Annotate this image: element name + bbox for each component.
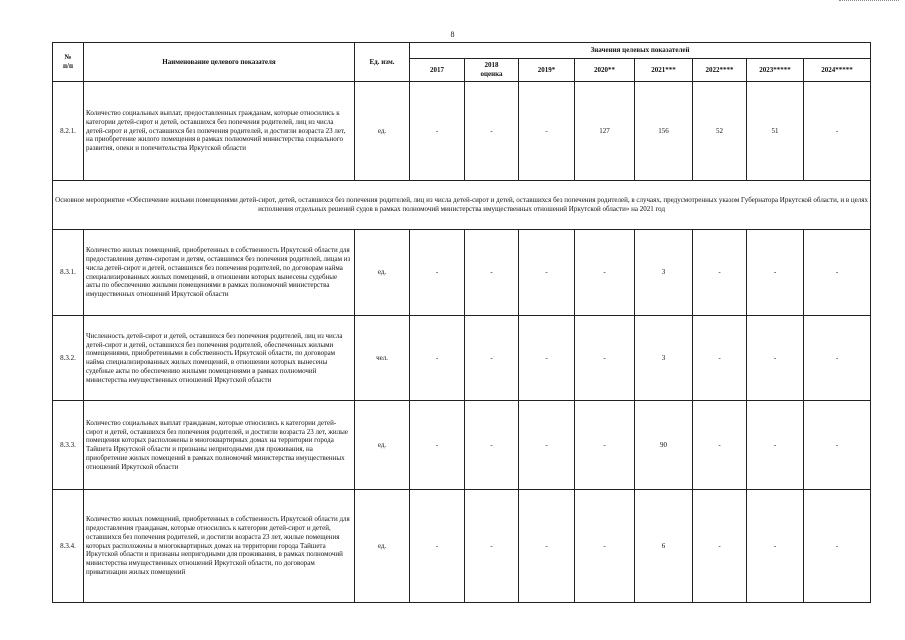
- row-number: 8.2.1.: [53, 82, 84, 181]
- value-cell: -: [519, 316, 575, 401]
- value-cell: -: [465, 230, 519, 316]
- table-row: [53, 490, 871, 603]
- header-num: № п/п: [53, 43, 84, 82]
- header-year: 2019*: [519, 59, 575, 82]
- page-number: 8: [450, 30, 455, 39]
- value-cell: -: [804, 490, 871, 603]
- header-year: 2023*****: [747, 59, 804, 82]
- indicator-name: Численность детей-сирот и детей, оставшихся без попечения родителей, лиц из числа детей-сирот и детей, оставшихся без попечения родителей, обеспеченных жилыми помещениями, приобретенными в собственность Иркутской области, по договорам найма специализированных жилых помещений, в отношении которых вынесены судебные акты по обеспечению жилыми помещениями в рамках полномочий министерства имущественных отношений Иркутской области: [84, 316, 355, 401]
- value-cell: -: [465, 82, 519, 181]
- header-year: 2022****: [693, 59, 747, 82]
- value-cell: -: [575, 401, 635, 490]
- header-year: 2020**: [575, 59, 635, 82]
- scan-edge-mark: [839, 0, 899, 3]
- value-cell: -: [693, 230, 747, 316]
- table-row: [53, 401, 871, 490]
- header-name: Наименование целевого показателя: [84, 43, 355, 82]
- value-cell: -: [693, 316, 747, 401]
- unit-cell: ед.: [355, 230, 410, 316]
- value-cell: -: [410, 490, 465, 603]
- table-row: [53, 82, 871, 181]
- value-cell: -: [519, 230, 575, 316]
- table-row: [53, 230, 871, 316]
- indicator-name: Количество социальных выплат, предоставленных гражданам, которые относились к категории детей-сирот и детей, оставшихся без попечения родителей, лиц из числа детей-сирот и детей, оставшихся без попечения родителей, и достигли возраста 23 лет, на приобретение жилого помещения в рамках полномочий министерства социального развития, опеки и попечительства Иркутской области: [84, 82, 355, 181]
- unit-cell: ед.: [355, 401, 410, 490]
- value-cell: 3: [635, 316, 693, 401]
- value-cell: -: [747, 316, 804, 401]
- indicator-name: Количество социальных выплат гражданам, которые относились к категории детей-сирот и детей, оставшихся без попечения родителей, и достигли возраста 23 лет, жилые помещения которых расположены в многоквартирных домах на территории города Тайшета Иркутской области и признаны непригодными для проживания, на приобретение жилых помещений в рамках полномочий министерства имущественных отношений Иркутской области: [84, 401, 355, 490]
- value-cell: -: [804, 82, 871, 181]
- value-cell: -: [465, 316, 519, 401]
- value-cell: 52: [693, 82, 747, 181]
- value-cell: -: [693, 490, 747, 603]
- value-cell: -: [519, 401, 575, 490]
- row-number: 8.3.2.: [53, 316, 84, 401]
- header-year: 2021***: [635, 59, 693, 82]
- value-cell: -: [410, 230, 465, 316]
- value-cell: 127: [575, 82, 635, 181]
- section-title: Основное мероприятие «Обеспечение жильми помещениями детей-сирот, детей, оставшихся без попечения родителей, лиц из числа детей-сирот и детей, оставшихся без попечения родителей, в случаях, предусмотренных указом Губернатора Иркутской области, и в целях исполнения отдельных решений судов в рамках полномочий министерства имущественных отношений Иркутской области» на 2021 год: [53, 181, 871, 230]
- value-cell: 51: [747, 82, 804, 181]
- value-cell: 3: [635, 230, 693, 316]
- value-cell: -: [575, 316, 635, 401]
- value-cell: -: [747, 230, 804, 316]
- section-row: [53, 181, 871, 230]
- indicator-name: Количество жилых помещений, приобретенных в собственность Иркутской области для предоставления детям-сиротам и детям, оставшимся без попечения родителей, лицам из числа детей-сирот и детей, оставшихся без попечения родителей, по договорам найма специализированных жилых помещений, в отношении которых вынесены судебные акты по обеспечению жилыми помещениями в рамках полномочий министерства имущественных отношений Иркутской области: [84, 230, 355, 316]
- value-cell: -: [804, 401, 871, 490]
- value-cell: -: [575, 490, 635, 603]
- value-cell: -: [519, 82, 575, 181]
- value-cell: -: [465, 490, 519, 603]
- value-cell: -: [804, 316, 871, 401]
- value-cell: -: [747, 490, 804, 603]
- target-indicators-table: [52, 42, 871, 603]
- value-cell: -: [519, 490, 575, 603]
- value-cell: -: [410, 401, 465, 490]
- value-cell: -: [693, 401, 747, 490]
- value-cell: 90: [635, 401, 693, 490]
- row-number: 8.3.1.: [53, 230, 84, 316]
- table-row: [53, 316, 871, 401]
- value-cell: -: [575, 230, 635, 316]
- header-year: 2017: [410, 59, 465, 82]
- indicator-name: Количество жилых помещений, приобретенных в собственность Иркутской области для предоставления гражданам, которые относились к категории детей-сирот и детей, оставшихся без попечения родителей, и достигли возраста 23 лет, жилые помещения которых расположены в многоквартирных домах на территории города Тайшета Иркутской области и признаны непригодными для проживания, в рамках полномочий министерства имущественных отношений Иркутской области, по договорам приватизации жилых помещений: [84, 490, 355, 603]
- unit-cell: ед.: [355, 490, 410, 603]
- unit-cell: чел.: [355, 316, 410, 401]
- value-cell: 156: [635, 82, 693, 181]
- unit-cell: ед.: [355, 82, 410, 181]
- row-number: 8.3.4.: [53, 490, 84, 603]
- value-cell: -: [747, 401, 804, 490]
- header-year: 2024*****: [804, 59, 871, 82]
- row-number: 8.3.3.: [53, 401, 84, 490]
- value-cell: -: [410, 82, 465, 181]
- header-unit: Ед. изм.: [355, 43, 410, 82]
- value-cell: -: [804, 230, 871, 316]
- value-cell: 6: [635, 490, 693, 603]
- value-cell: -: [465, 401, 519, 490]
- header-year: 2018 оценка: [465, 59, 519, 82]
- value-cell: -: [410, 316, 465, 401]
- header-values-group: Значения целевых показателей: [410, 43, 871, 59]
